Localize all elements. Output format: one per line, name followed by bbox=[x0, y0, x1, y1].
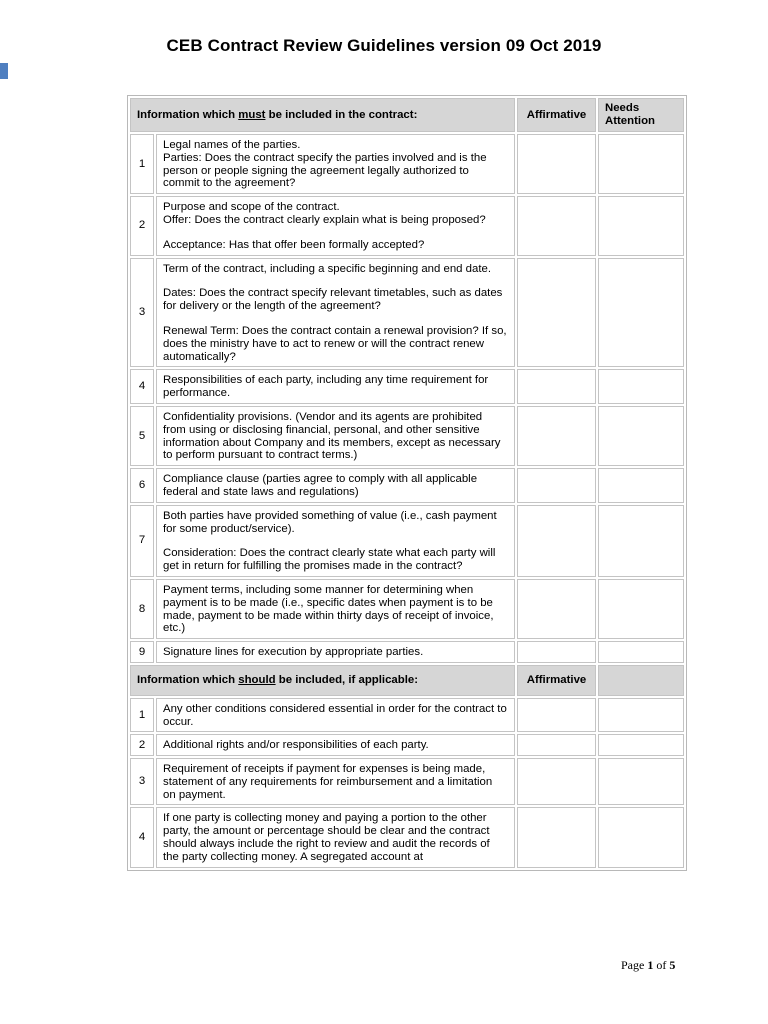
item-description bbox=[156, 196, 515, 255]
description-paragraph: Requirement of receipts if payment for expenses is being made, statement of any requirements for reimbursement and a limitation on payment. bbox=[163, 763, 493, 801]
checklist-row bbox=[130, 734, 684, 756]
affirmative-checkbox-cell[interactable] bbox=[517, 505, 596, 577]
header-text-end: be included in the contract: bbox=[265, 108, 418, 121]
checklist-row bbox=[130, 468, 684, 503]
affirmative-checkbox-cell[interactable] bbox=[517, 698, 596, 733]
item-description bbox=[156, 734, 515, 756]
description-paragraph: Confidentiality provisions. (Vendor and its agents are prohibited from using or disclosing financial, personal, and other sensitive information about Company and its members, except as necessary to perform pursuant to contract terms.) bbox=[163, 410, 501, 462]
needs-attention-checkbox-cell[interactable] bbox=[598, 641, 684, 663]
description-paragraph: Term of the contract, including a specific beginning and end date. bbox=[163, 262, 492, 275]
item-number: 2 bbox=[130, 196, 154, 255]
section1-header-row bbox=[130, 98, 684, 132]
checklist-row bbox=[130, 807, 684, 867]
description-paragraph: Signature lines for execution by appropriate parties. bbox=[163, 646, 424, 659]
item-number: 1 bbox=[130, 134, 154, 194]
needs-attention-checkbox-cell[interactable] bbox=[598, 258, 684, 368]
header-emphasis: should bbox=[238, 673, 276, 686]
section1-header-cell bbox=[130, 98, 515, 132]
item-description bbox=[156, 134, 515, 194]
affirmative-checkbox-cell[interactable] bbox=[517, 807, 596, 867]
header-text-start: Information which bbox=[137, 673, 239, 686]
needs-attention-checkbox-cell[interactable] bbox=[598, 468, 684, 503]
needs-attention-checkbox-cell[interactable] bbox=[598, 369, 684, 404]
description-paragraph: If one party is collecting money and paying a portion to the other party, the amount or percentage should be clear and the contract should always include the right to review and audit the records of the party collecting money. A segregated account at bbox=[163, 812, 490, 863]
affirmative-checkbox-cell[interactable] bbox=[517, 468, 596, 503]
item-description bbox=[156, 641, 515, 663]
item-number: 1 bbox=[130, 698, 154, 733]
checklist-row bbox=[130, 698, 684, 733]
item-description bbox=[156, 258, 515, 368]
needs-attention-column-header bbox=[598, 98, 684, 132]
needs-attention-checkbox-cell[interactable] bbox=[598, 505, 684, 577]
item-description bbox=[156, 369, 515, 404]
description-paragraph: Any other conditions considered essential in order for the contract to occur. bbox=[163, 702, 507, 728]
item-number: 3 bbox=[130, 758, 154, 805]
affirmative-column-header: Affirmative bbox=[517, 665, 596, 696]
needs-attention-checkbox-cell[interactable] bbox=[598, 134, 684, 194]
affirmative-checkbox-cell[interactable] bbox=[517, 258, 596, 368]
needs-attention-checkbox-cell[interactable] bbox=[598, 406, 684, 466]
header-text-start: Information which bbox=[137, 108, 239, 121]
checklist-row bbox=[130, 505, 684, 577]
affirmative-column-header: Affirmative bbox=[517, 98, 596, 132]
needs-attention-checkbox-cell[interactable] bbox=[598, 698, 684, 733]
description-paragraph: Responsibilities of each party, including any time requirement for performance. bbox=[163, 374, 489, 400]
affirmative-checkbox-cell[interactable] bbox=[517, 369, 596, 404]
checklist-row bbox=[130, 134, 684, 194]
item-description bbox=[156, 579, 515, 639]
page-total: 5 bbox=[669, 958, 676, 972]
affirmative-checkbox-cell[interactable] bbox=[517, 134, 596, 194]
affirmative-checkbox-cell[interactable] bbox=[517, 734, 596, 756]
needs-label: Needs bbox=[605, 102, 640, 114]
checklist-row bbox=[130, 758, 684, 805]
affirmative-checkbox-cell[interactable] bbox=[517, 641, 596, 663]
needs-attention-checkbox-cell[interactable] bbox=[598, 758, 684, 805]
section2-header-cell bbox=[130, 665, 515, 696]
checklist-row bbox=[130, 406, 684, 466]
description-paragraph: Additional rights and/or responsibilities of each party. bbox=[163, 739, 429, 752]
header-emphasis: must bbox=[238, 108, 266, 121]
description-paragraph: Dates: Does the contract specify relevant timetables, such as dates for delivery or the length of the agreement? bbox=[163, 287, 503, 313]
description-paragraph: Both parties have provided something of value (i.e., cash payment for some product/service). bbox=[163, 509, 497, 535]
needs-attention-column-header bbox=[598, 665, 684, 696]
of-label: of bbox=[656, 958, 667, 972]
table-body bbox=[130, 98, 684, 868]
section2-header-row bbox=[130, 665, 684, 696]
document-title: CEB Contract Review Guidelines version 09 Oct 2019 bbox=[166, 36, 602, 55]
page-label: Page bbox=[621, 958, 645, 972]
page-footer bbox=[621, 958, 675, 973]
affirmative-checkbox-cell[interactable] bbox=[517, 758, 596, 805]
item-number: 3 bbox=[130, 258, 154, 368]
description-paragraph: Compliance clause (parties agree to comply with all applicable federal and state laws and regulations) bbox=[163, 473, 478, 498]
description-paragraph: Consideration: Does the contract clearly state what each party will get in return for fulfilling the promises made in the contract? bbox=[163, 547, 496, 573]
checklist-row bbox=[130, 196, 684, 255]
page-number: 1 bbox=[647, 958, 654, 972]
description-paragraph: Payment terms, including some manner for determining when payment is to be made (i.e., specific dates when payment is to be made, payment to be made within thirty days of receipt of invoice, etc.) bbox=[163, 583, 494, 635]
header-text-end: be included, if applicable: bbox=[275, 673, 418, 686]
item-number: 4 bbox=[130, 369, 154, 404]
review-checklist-table bbox=[127, 95, 687, 871]
item-number: 5 bbox=[130, 406, 154, 466]
margin-marker bbox=[0, 63, 8, 79]
needs-attention-checkbox-cell[interactable] bbox=[598, 734, 684, 756]
item-description bbox=[156, 807, 515, 867]
item-number: 7 bbox=[130, 505, 154, 577]
item-description bbox=[156, 406, 515, 466]
affirmative-checkbox-cell[interactable] bbox=[517, 196, 596, 255]
description-paragraph: Renewal Term: Does the contract contain a renewal provision? If so, does the ministry have to act to renew or will the contract renew automatically? bbox=[163, 324, 507, 363]
item-description bbox=[156, 505, 515, 577]
checklist-row bbox=[130, 579, 684, 639]
attention-label: Attention bbox=[605, 115, 655, 127]
item-number: 6 bbox=[130, 468, 154, 503]
affirmative-checkbox-cell[interactable] bbox=[517, 579, 596, 639]
affirmative-checkbox-cell[interactable] bbox=[517, 406, 596, 466]
item-number: 2 bbox=[130, 734, 154, 756]
checklist-row bbox=[130, 258, 684, 368]
item-number: 8 bbox=[130, 579, 154, 639]
needs-attention-checkbox-cell[interactable] bbox=[598, 579, 684, 639]
item-description bbox=[156, 468, 515, 503]
needs-attention-checkbox-cell[interactable] bbox=[598, 807, 684, 867]
item-description bbox=[156, 698, 515, 733]
description-paragraph: Purpose and scope of the contract. Offer: Does the contract clearly explain what is being proposed? bbox=[163, 201, 486, 226]
item-number: 9 bbox=[130, 641, 154, 663]
checklist-row bbox=[130, 641, 684, 663]
checklist-row bbox=[130, 369, 684, 404]
description-paragraph: Legal names of the parties. Parties: Does the contract specify the parties involved and is the person or people signing the agreement legally authorized to commit to the agreement? bbox=[163, 139, 487, 190]
item-number: 4 bbox=[130, 807, 154, 867]
needs-attention-checkbox-cell[interactable] bbox=[598, 196, 684, 255]
description-paragraph: Acceptance: Has that offer been formally accepted? bbox=[163, 238, 425, 251]
item-description bbox=[156, 758, 515, 805]
